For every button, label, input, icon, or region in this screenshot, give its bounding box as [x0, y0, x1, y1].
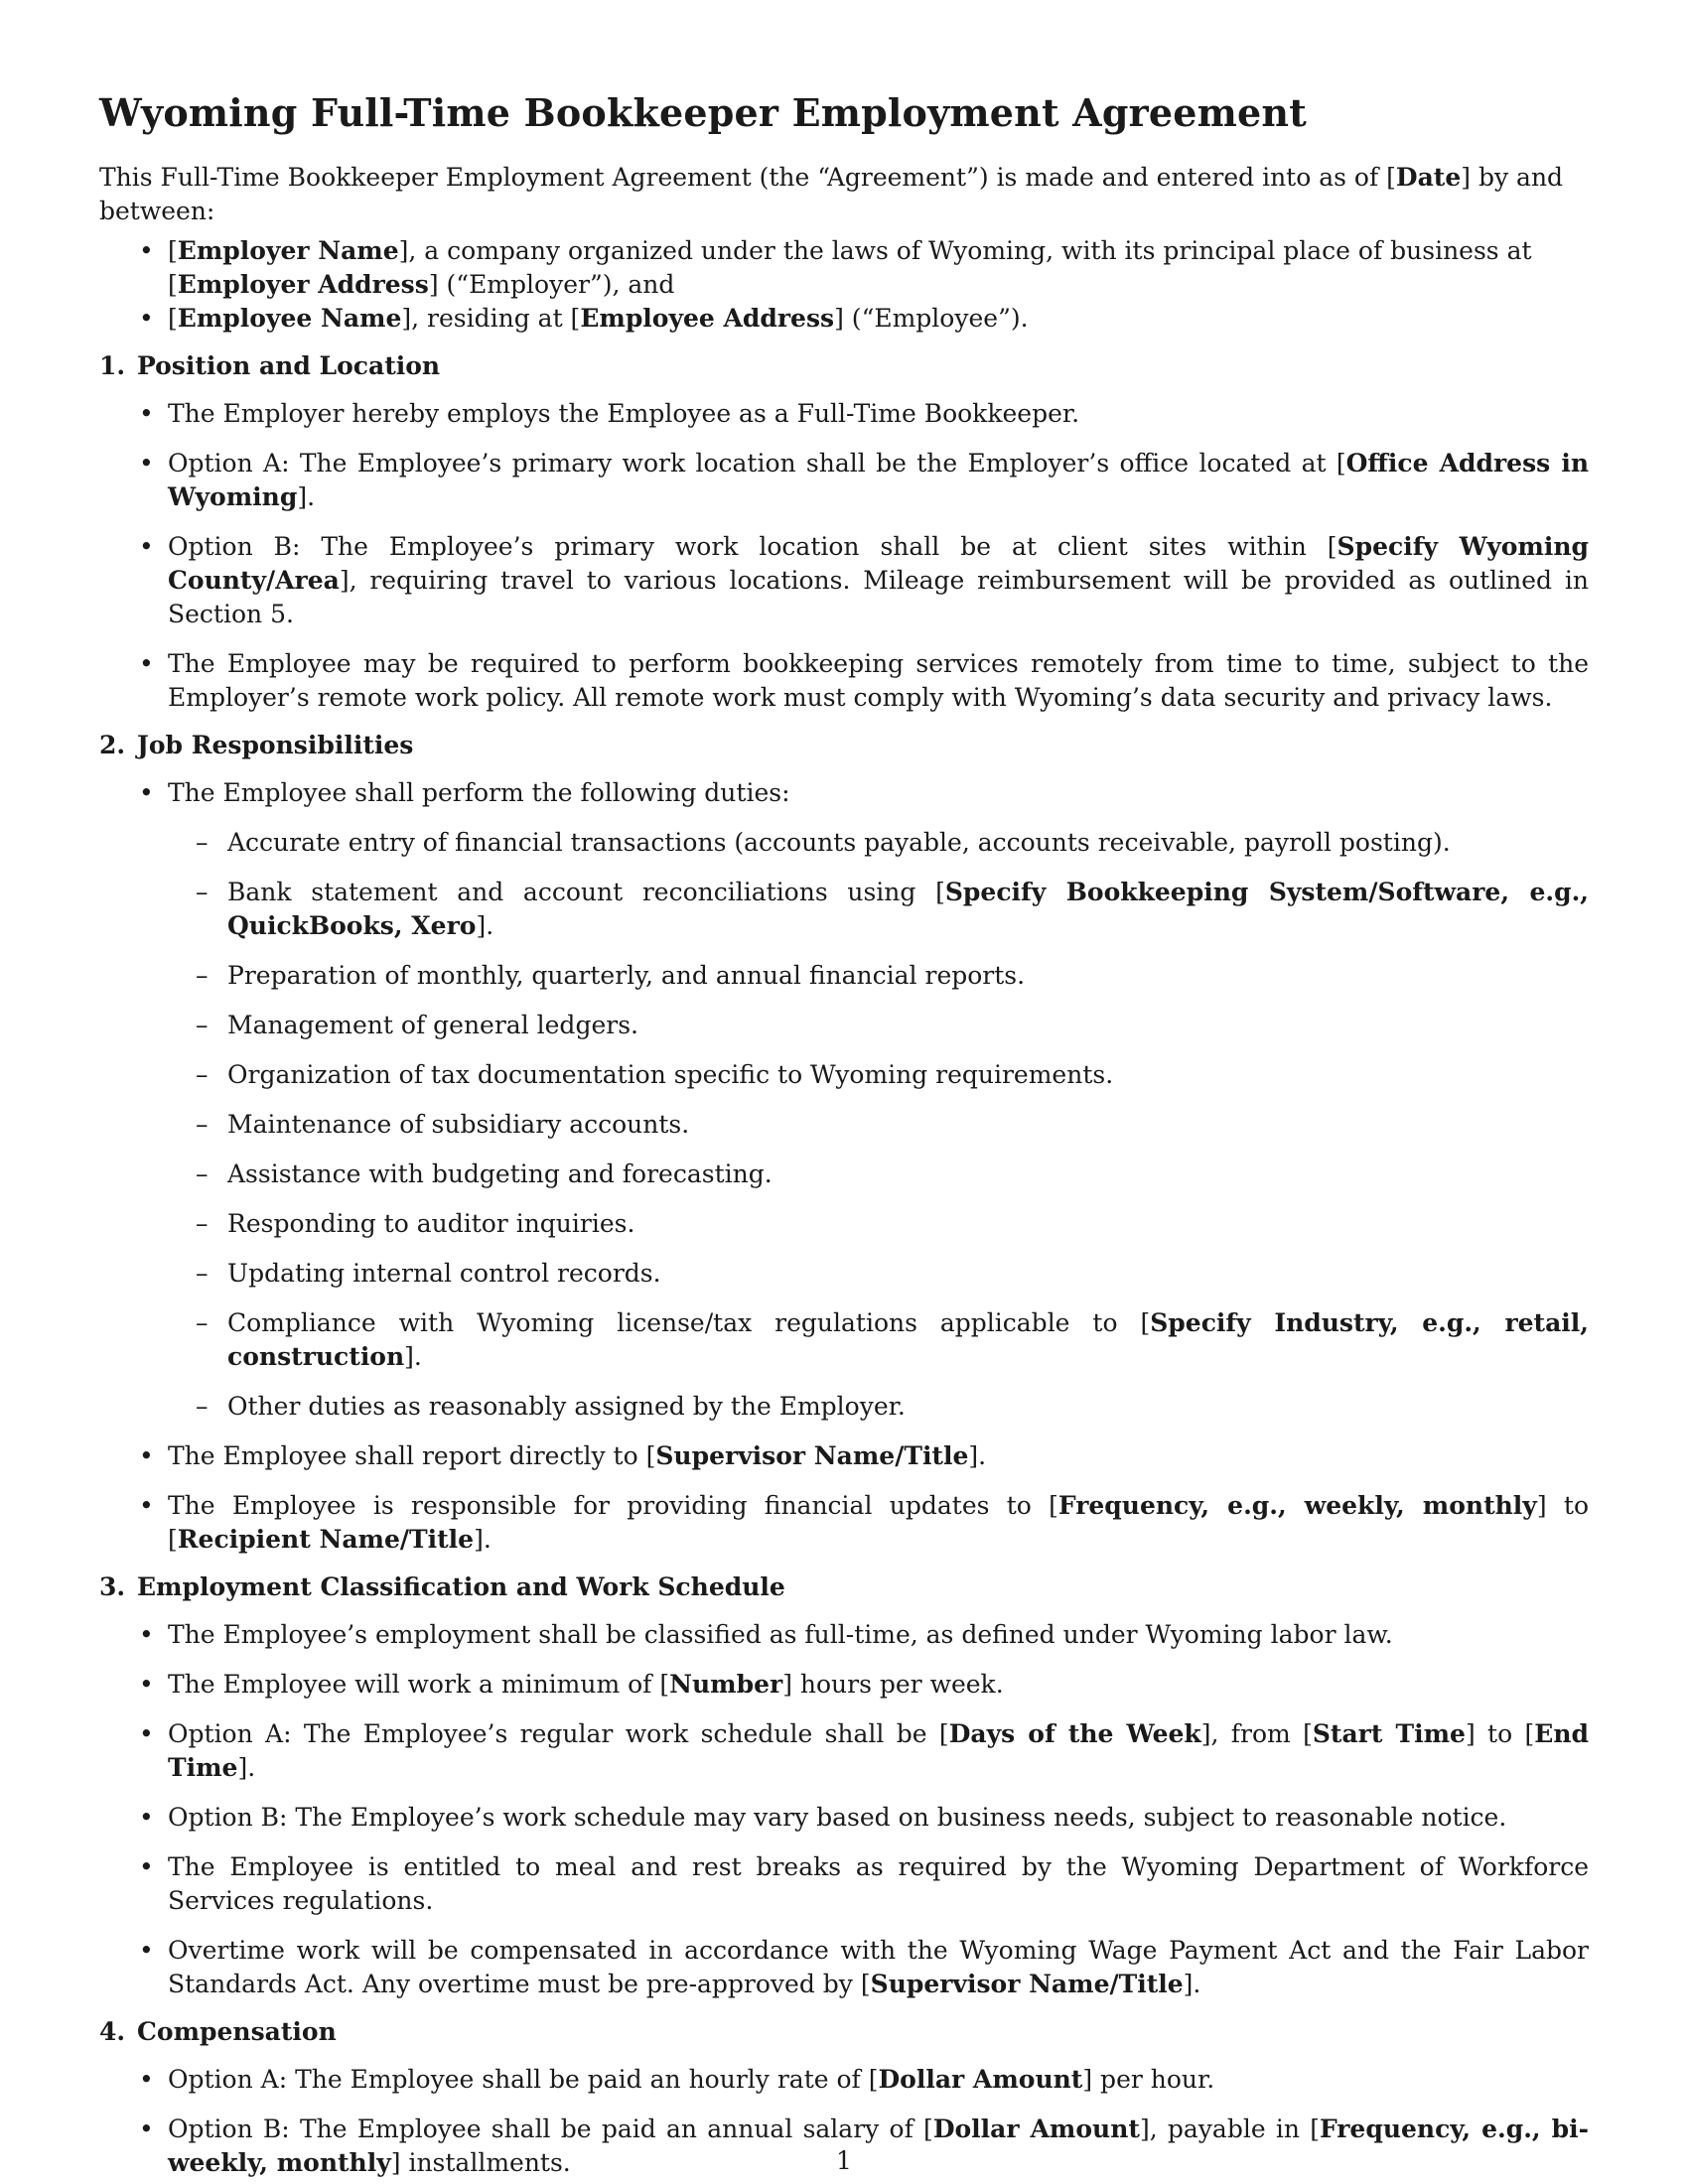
- employee-name-placeholder: Employee Name: [177, 304, 402, 333]
- employee-address-placeholder: Employee Address: [580, 304, 835, 333]
- hourly-rate-placeholder: Dollar Amount: [878, 2065, 1083, 2094]
- list-item: • The Employee may be required to perform bookkeeping services remotely from time to time, subject to the Employer’s remote work policy. All remote work must comply with Wyoming’s data security and privacy laws.: [99, 647, 1589, 715]
- salary-placeholder: Dollar Amount: [932, 2115, 1140, 2143]
- end-time-placeholder: End Time: [168, 1719, 1589, 1782]
- duty-item: – Assistance with budgeting and forecasting.: [168, 1158, 1589, 1191]
- section-heading-3: 3. Employment Classification and Work Schedule: [99, 1572, 785, 1601]
- list-item: • The Employer hereby employs the Employee as a Full-Time Bookkeeper.: [99, 397, 1589, 431]
- pay-frequency-placeholder: Frequency, e.g., bi-weekly, monthly: [168, 2115, 1589, 2177]
- duties-list: [168, 826, 1589, 1424]
- list-item: • Option B: The Employee’s primary work location shall be at client sites within [Specify Wyoming County/Area], requiring travel to various locations. Mileage reimbursement will be provided as outlined in Section 5.: [99, 530, 1589, 631]
- list-item: • The Employee’s employment shall be classified as full-time, as defined under Wyoming labor law.: [99, 1618, 1589, 1652]
- supervisor-placeholder: Supervisor Name/Title: [870, 1970, 1184, 1998]
- section-heading-1: 1. Position and Location: [99, 351, 441, 380]
- section-heading-2: 2. Job Responsibilities: [99, 731, 414, 759]
- intro-text-end: ] by and between:: [99, 163, 1564, 225]
- duty-item: – Responding to auditor inquiries.: [168, 1207, 1589, 1241]
- list-item: • Option A: The Employee’s primary work location shall be the Employer’s office located at [Office Address in Wyoming].: [99, 447, 1589, 514]
- document-title: Wyoming Full-Time Bookkeeper Employment Agreement: [99, 90, 1307, 135]
- supervisor-placeholder: Supervisor Name/Title: [655, 1441, 969, 1470]
- list-item: • Option B: The Employee shall be paid an annual salary of [Dollar Amount], payable in [Frequency, e.g., bi-weekly, monthly] installments.: [99, 2113, 1589, 2180]
- list-item: • Option A: The Employee’s regular work schedule shall be [Days of the Week], from [Start Time] to [End Time].: [99, 1717, 1589, 1785]
- list-item: • The Employee shall report directly to [Supervisor Name/Title].: [99, 1439, 1589, 1473]
- parties-list: [99, 234, 1589, 336]
- duty-item: – Management of general ledgers.: [168, 1009, 1589, 1042]
- office-address-placeholder: Office Address in Wyoming: [168, 449, 1589, 511]
- duty-item: – Compliance with Wyoming license/tax regulations applicable to [Specify Industry, e.g., retail, construction].: [168, 1306, 1589, 1374]
- section-2-list: [99, 776, 1589, 1557]
- list-item: • The Employee is responsible for providing financial updates to [Frequency, e.g., weekly, monthly] to [Recipient Name/Title].: [99, 1489, 1589, 1557]
- duty-item: – Bank statement and account reconciliations using [Specify Bookkeeping System/Software, e.g., QuickBooks, Xero].: [168, 876, 1589, 943]
- list-item: • Overtime work will be compensated in accordance with the Wyoming Wage Payment Act and the Fair Labor Standards Act. Any overtime must be pre-approved by [Supervisor Name/Title].: [99, 1934, 1589, 2001]
- section-1-list: [99, 397, 1589, 715]
- duty-item: – Updating internal control records.: [168, 1257, 1589, 1291]
- section-heading-4: 4. Compensation: [99, 2017, 337, 2046]
- recipient-placeholder: Recipient Name/Title: [177, 1525, 475, 1554]
- list-item: • Option A: The Employee shall be paid an hourly rate of [Dollar Amount] per hour.: [99, 2063, 1589, 2097]
- start-time-placeholder: Start Time: [1312, 1719, 1466, 1748]
- intro-text: This Full-Time Bookkeeper Employment Agreement (the “Agreement”) is made and entered into as of [: [99, 163, 1396, 192]
- party-employee: • [Employee Name], residing at [Employee Address] (“Employee”).: [99, 302, 1589, 336]
- duty-item: – Accurate entry of financial transactions (accounts payable, accounts receivable, payroll posting).: [168, 826, 1589, 860]
- list-item: • The Employee shall perform the following duties: – Accurate entry of financial transactions (accounts payable, accounts receivable, payroll posting). – Bank statement and account reconciliations using [Specify Bookkeeping System/Software, e.g., QuickBooks, Xero]. – Preparation of monthly, quarterly, and annual financial reports. – Management of general ledgers. – Organization of tax documentation specific to Wyoming requirements. – Maintenance of subsidiary accounts. – Assistance with budgeting and forecasting. – Responding to auditor inquiries. – Updating internal control records. – Compliance with Wyoming license/tax regulations applicable to [Specify Industry, e.g., retail, construction]. – Other duties as reasonably assigned by the Employer.: [99, 776, 1589, 1424]
- intro-paragraph: [99, 161, 1589, 228]
- frequency-placeholder: Frequency, e.g., weekly, monthly: [1057, 1491, 1537, 1520]
- duty-item: – Organization of tax documentation specific to Wyoming requirements.: [168, 1058, 1589, 1092]
- list-item: • The Employee is entitled to meal and rest breaks as required by the Wyoming Department of Workforce Services regulations.: [99, 1850, 1589, 1918]
- hours-placeholder: Number: [669, 1670, 783, 1699]
- list-item: • Option B: The Employee’s work schedule may vary based on business needs, subject to reasonable notice.: [99, 1801, 1589, 1835]
- employer-name-placeholder: Employer Name: [177, 236, 399, 265]
- industry-placeholder: Specify Industry, e.g., retail, construction: [227, 1308, 1589, 1371]
- section-3-list: [99, 1618, 1589, 2001]
- days-placeholder: Days of the Week: [948, 1719, 1201, 1748]
- party-employer: • [Employer Name], a company organized under the laws of Wyoming, with its principal place of business at [Employer Address] (“Employer”), and: [99, 234, 1589, 302]
- document-page: [99, 79, 1589, 2180]
- duty-item: – Other duties as reasonably assigned by the Employer.: [168, 1390, 1589, 1424]
- page-number: 1: [836, 2146, 852, 2175]
- software-placeholder: Specify Bookkeeping System/Software, e.g., QuickBooks, Xero: [227, 878, 1590, 940]
- list-item: • The Employee will work a minimum of [Number] hours per week.: [99, 1668, 1589, 1702]
- employer-address-placeholder: Employer Address: [177, 270, 429, 299]
- county-area-placeholder: Specify Wyoming County/Area: [168, 532, 1590, 595]
- date-placeholder: Date: [1395, 163, 1462, 192]
- duty-item: – Maintenance of subsidiary accounts.: [168, 1108, 1589, 1142]
- duty-item: – Preparation of monthly, quarterly, and annual financial reports.: [168, 959, 1589, 993]
